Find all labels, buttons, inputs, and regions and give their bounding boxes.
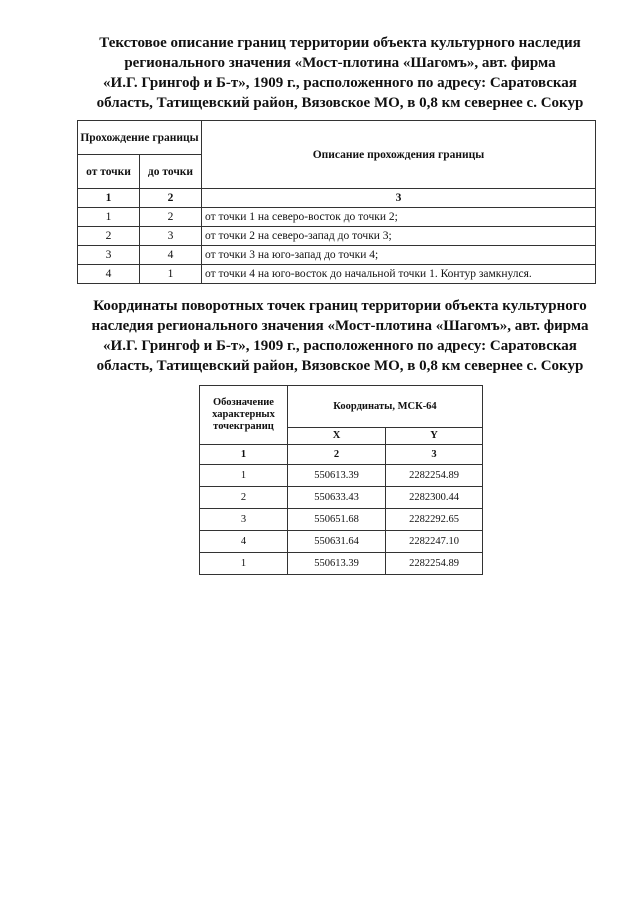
header-x: X: [288, 428, 386, 445]
table-row: [200, 509, 483, 531]
point-id: 1: [200, 553, 288, 575]
table-row: [200, 487, 483, 509]
header-boundary-passage: Прохождение границы: [78, 121, 202, 155]
header-to-point: до точки: [140, 155, 202, 189]
y-coordinate: 2282254.89: [386, 465, 483, 487]
boundary-description-title: [70, 33, 610, 113]
header-coordinates: Координаты, МСК-64: [288, 386, 483, 428]
to-point: 3: [140, 227, 202, 246]
table-row: [78, 246, 596, 265]
column-number: 1: [78, 189, 140, 208]
table-row: [78, 227, 596, 246]
column-number: 3: [202, 189, 596, 208]
x-coordinate: 550631.64: [288, 531, 386, 553]
table-row: [78, 208, 596, 227]
table-row: [200, 553, 483, 575]
point-id: 2: [200, 487, 288, 509]
title-line: регионального значения «Мост-плотина «Шагомъ», авт. фирма: [124, 55, 556, 71]
table-row: [200, 465, 483, 487]
from-point: 1: [78, 208, 140, 227]
coordinates-title: [70, 296, 610, 376]
title-line: Координаты поворотных точек границ территории объекта культурного: [93, 298, 587, 314]
column-number: 2: [288, 445, 386, 465]
column-number: 2: [140, 189, 202, 208]
header-description: Описание прохождения границы: [202, 121, 596, 189]
description-cell: от точки 3 на юго-запад до точки 4;: [202, 246, 596, 265]
table-row: [200, 531, 483, 553]
title-line: область, Татищевский район, Вязовское МО, в 0,8 км севернее с. Сокур: [96, 358, 584, 374]
header-point-designation: Обозначение характерных точекграниц: [200, 386, 288, 445]
to-point: 2: [140, 208, 202, 227]
x-coordinate: 550651.68: [288, 509, 386, 531]
title-line: наследия регионального значения «Мост-плотина «Шагомъ», авт. фирма: [91, 318, 589, 334]
title-line: «И.Г. Грингоф и Б-т», 1909 г., расположенного по адресу: Саратовская: [103, 75, 577, 91]
from-point: 4: [78, 265, 140, 284]
to-point: 1: [140, 265, 202, 284]
point-id: 4: [200, 531, 288, 553]
column-number: 1: [200, 445, 288, 465]
header-from-point: от точки: [78, 155, 140, 189]
y-coordinate: 2282292.65: [386, 509, 483, 531]
coordinates-table: [199, 385, 483, 575]
description-cell: от точки 2 на северо-запад до точки 3;: [202, 227, 596, 246]
boundary-description-table: [77, 120, 596, 284]
y-coordinate: 2282247.10: [386, 531, 483, 553]
title-line: «И.Г. Грингоф и Б-т», 1909 г., расположенного по адресу: Саратовская: [103, 338, 577, 354]
description-cell: от точки 4 на юго-восток до начальной точки 1. Контур замкнулся.: [202, 265, 596, 284]
point-id: 1: [200, 465, 288, 487]
table-row: [78, 265, 596, 284]
point-id: 3: [200, 509, 288, 531]
x-coordinate: 550633.43: [288, 487, 386, 509]
header-y: Y: [386, 428, 483, 445]
from-point: 3: [78, 246, 140, 265]
description-cell: от точки 1 на северо-восток до точки 2;: [202, 208, 596, 227]
to-point: 4: [140, 246, 202, 265]
title-line: область, Татищевский район, Вязовское МО, в 0,8 км севернее с. Сокур: [96, 95, 584, 111]
x-coordinate: 550613.39: [288, 465, 386, 487]
y-coordinate: 2282254.89: [386, 553, 483, 575]
y-coordinate: 2282300.44: [386, 487, 483, 509]
from-point: 2: [78, 227, 140, 246]
title-line: Текстовое описание границ территории объекта культурного наследия: [99, 35, 581, 51]
column-number: 3: [386, 445, 483, 465]
x-coordinate: 550613.39: [288, 553, 386, 575]
